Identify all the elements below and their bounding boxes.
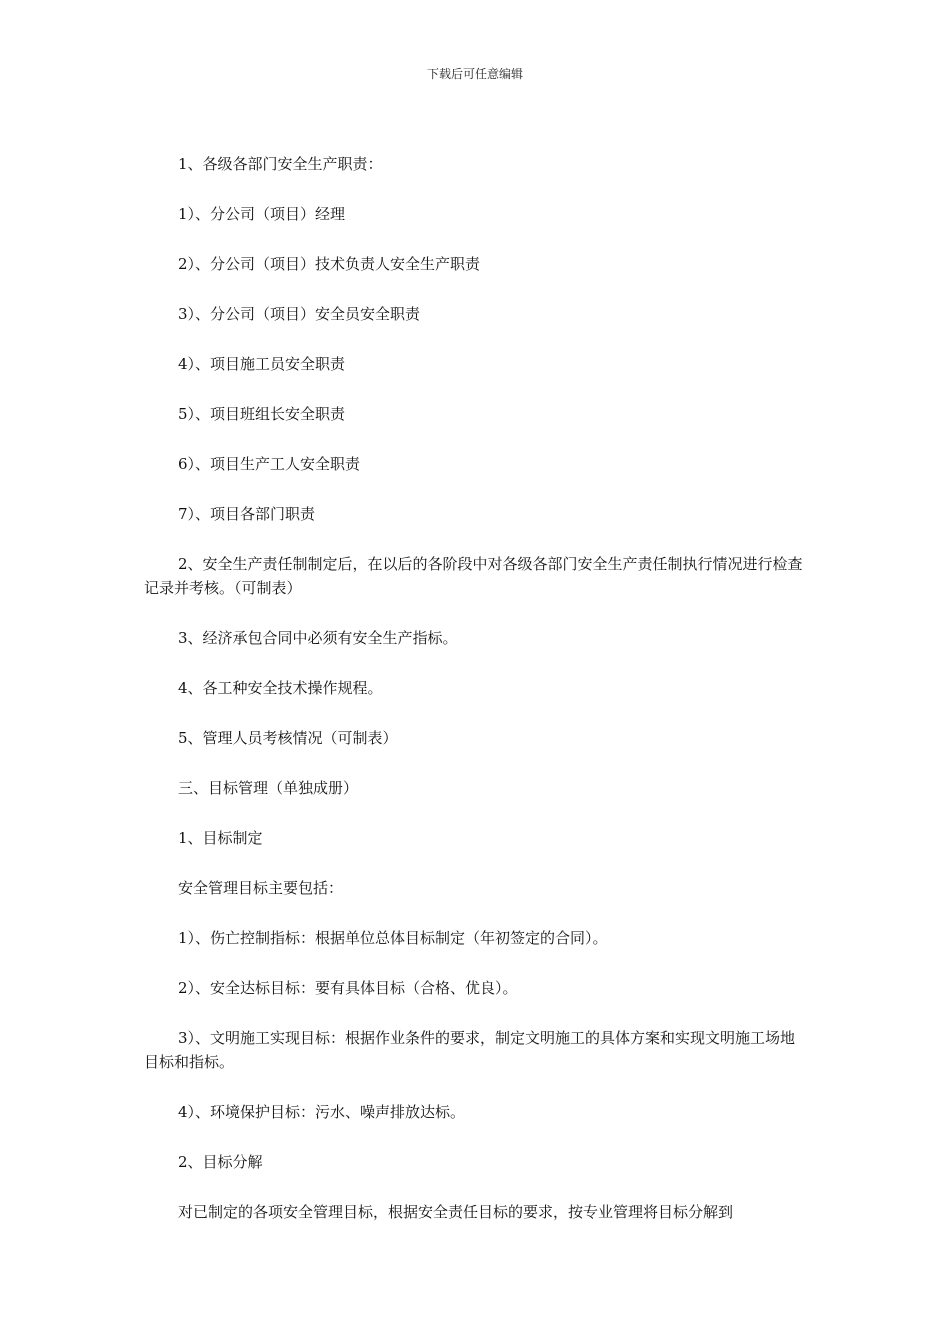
paragraph: 4）、环境保护目标：污水、噪声排放达标。 xyxy=(178,1103,466,1121)
paragraph: 5）、项目班组长安全职责 xyxy=(178,405,346,423)
paragraph: 7）、项目各部门职责 xyxy=(178,505,316,523)
paragraph: 1、目标制定 xyxy=(178,829,263,847)
document-body xyxy=(144,152,808,1250)
paragraph: 2）、安全达标目标：要有具体目标（合格、优良）。 xyxy=(178,979,518,997)
paragraph: 4）、项目施工员安全职责 xyxy=(178,355,346,373)
paragraph: 5、管理人员考核情况（可制表） xyxy=(178,729,398,747)
paragraph: 3、经济承包合同中必须有安全生产指标。 xyxy=(178,629,458,647)
paragraph: 2）、分公司（项目）技术负责人安全生产职责 xyxy=(178,255,481,273)
paragraph: 3）、文明施工实现目标：根据作业条件的要求，制定文明施工的具体方案和实现文明施工场地目标和指标。 xyxy=(144,1029,796,1071)
paragraph: 安全管理目标主要包括： xyxy=(178,879,344,897)
paragraph: 6）、项目生产工人安全职责 xyxy=(178,455,361,473)
paragraph: 1）、伤亡控制指标：根据单位总体目标制定（年初签定的合同）。 xyxy=(178,929,608,947)
section-heading: 三、目标管理（单独成册） xyxy=(178,779,359,797)
paragraph: 3）、分公司（项目）安全员安全职责 xyxy=(178,305,421,323)
paragraph: 4、各工种安全技术操作规程。 xyxy=(178,679,383,697)
paragraph: 2、目标分解 xyxy=(178,1153,263,1171)
paragraph: 对已制定的各项安全管理目标，根据安全责任目标的要求，按专业管理将目标分解到 xyxy=(178,1203,734,1221)
paragraph: 2、安全生产责任制制定后，在以后的各阶段中对各级各部门安全生产责任制执行情况进行检查记录并考核。（可制表） xyxy=(144,555,803,597)
paragraph: 1、各级各部门安全生产职责： xyxy=(178,155,383,173)
page-header: 下载后可任意编辑 xyxy=(426,67,523,81)
paragraph: 1）、分公司（项目）经理 xyxy=(178,205,346,223)
